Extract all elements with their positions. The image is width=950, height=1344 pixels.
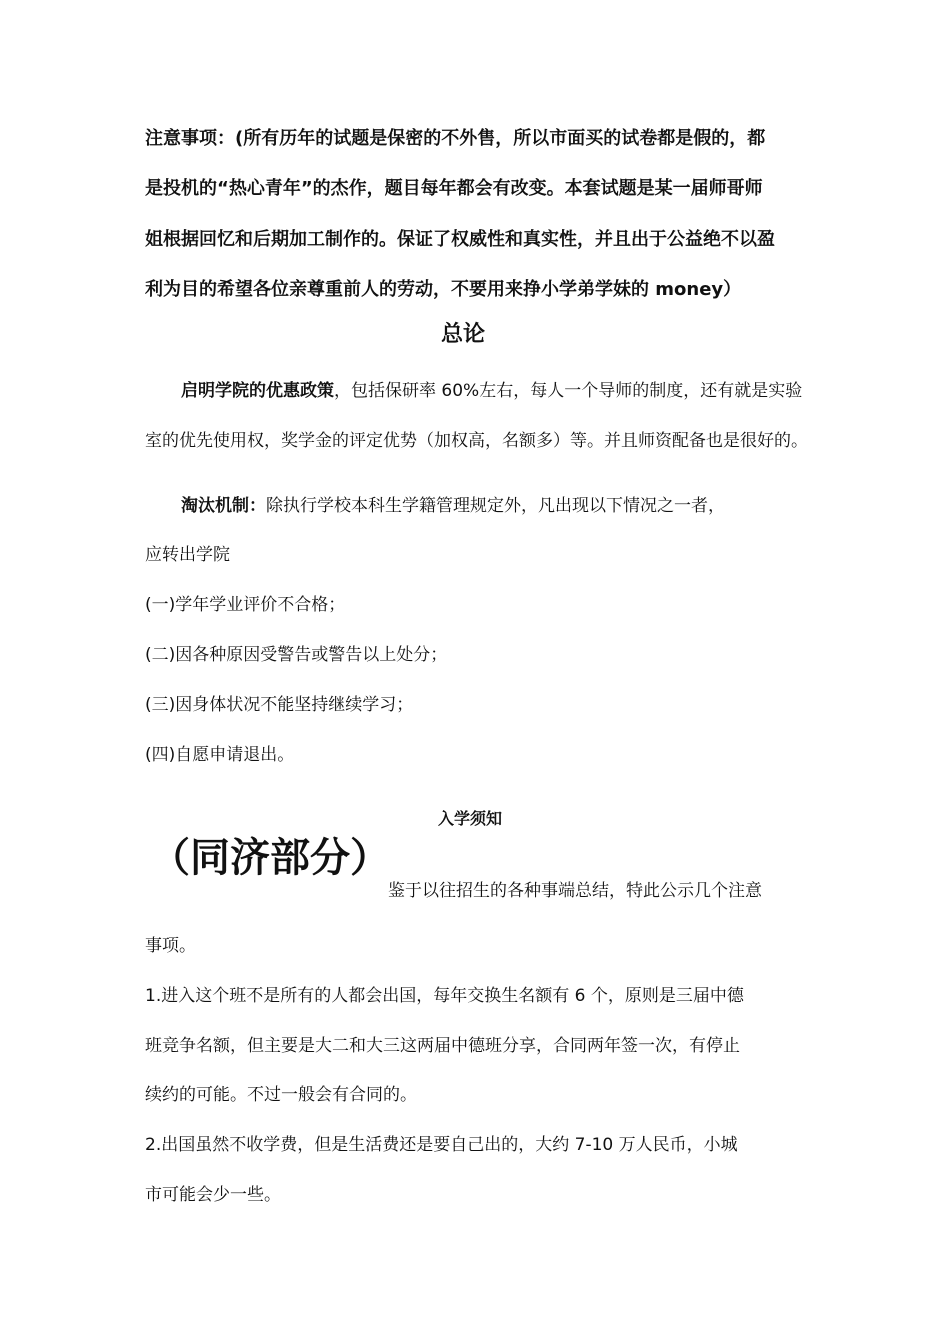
elimination-item-4: (四)自愿申请退出。 [145,745,295,765]
elimination-item-2: (二)因各种原因受警告或警告以上处分； [145,645,448,665]
admission-p2-line-1: 2.出国虽然不收学费，但是生活费还是要自己出的，大约 7-10 万人民币，小城 [145,1135,738,1155]
notice-line-3: 姐根据回忆和后期加工制作的。保证了权威性和真实性，并且出于公益绝不以盈 [145,229,775,250]
admission-subtitle: 入学须知 [437,809,502,828]
section-title: 总论 [440,322,485,347]
notice-line-2: 是投机的“热心青年”的杰作，题目每年都会有改变。本套试题是某一届师哥师 [145,178,763,199]
elimination-label: 淘汰机制： [181,496,266,516]
admission-p1-line-2: 班竞争名额，但主要是大二和大三这两届中德班分享，合同两年签一次，有停止 [145,1036,740,1056]
admission-big-heading: （同济部分） [150,835,390,881]
admission-p1-line-3: 续约的可能。不过一般会有合同的。 [145,1085,417,1105]
elimination-line-2: 应转出学院 [145,545,230,565]
admission-intro-line-1: 鉴于以往招生的各种事端总结，特此公示几个注意 [388,881,762,901]
admission-p2-line-2: 市可能会少一些。 [145,1185,281,1205]
policy-line-1-text: ，包括保研率 60%左右，每人一个导师的制度，还有就是实验 [334,381,803,401]
admission-p1-line-1: 1.进入这个班不是所有的人都会出国，每年交换生名额有 6 个，原则是三届中德 [145,986,744,1006]
policy-line-2: 室的优先使用权，奖学金的评定优势（加权高，名额多）等。并且师资配备也是很好的。 [145,431,808,451]
elimination-item-1: (一)学年学业评价不合格； [145,595,346,615]
notice-line-1: 注意事项：(所有历年的试题是保密的不外售，所以市面买的试卷都是假的，都 [145,128,766,149]
notice-line-4: 利为目的希望各位亲尊重前人的劳动，不要用来挣小学弟学妹的 money） [145,279,742,300]
elimination-item-3: (三)因身体状况不能坚持继续学习； [145,695,414,715]
policy-label: 启明学院的优惠政策 [181,381,334,401]
admission-intro-line-2: 事项。 [145,936,196,956]
elimination-line-1-text: 除执行学校本科生学籍管理规定外，凡出现以下情况之一者， [266,496,725,516]
elimination-line-1 [181,491,725,516]
policy-line-1 [181,376,802,401]
